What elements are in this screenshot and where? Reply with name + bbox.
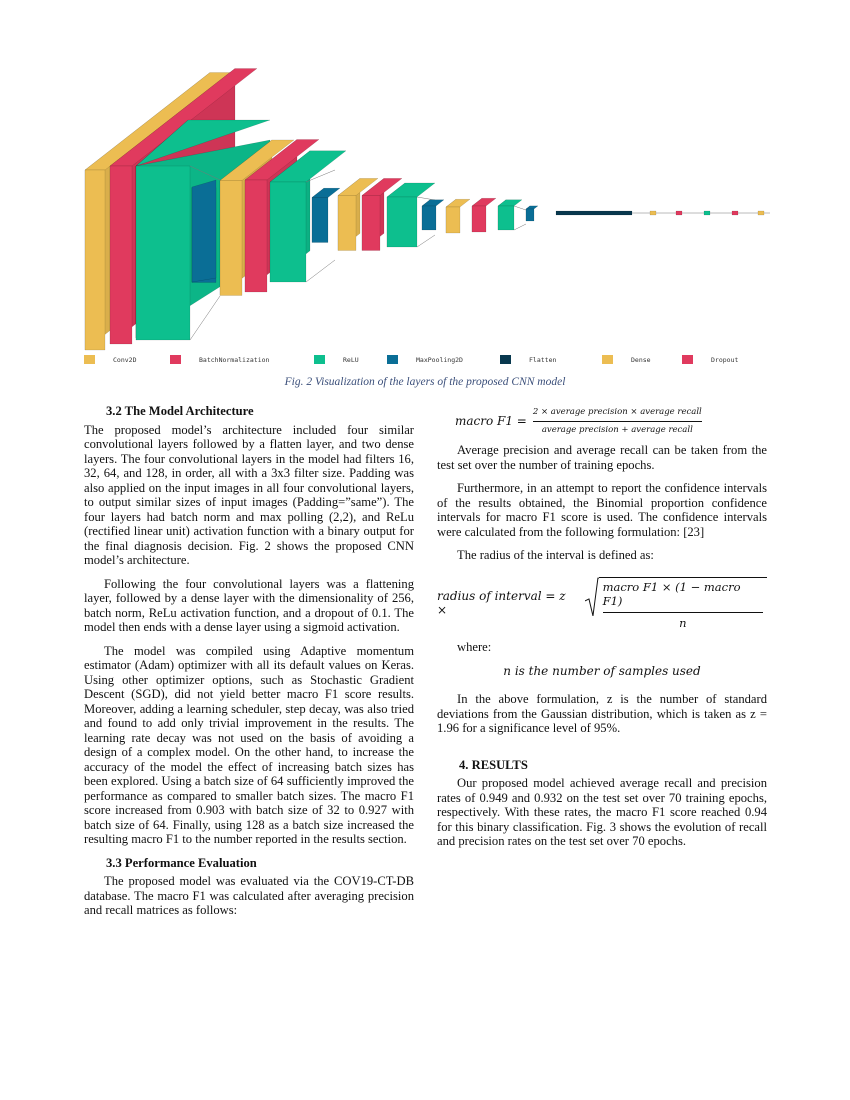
paragraph: Our proposed model achieved average recall and precision rates of 0.949 and 0.932 on the test set over 70 training epochs, respectively. With these rates, the macro F1 score reached 0.94 for this binary classification. Fig. 3 shows the evolution of recall and precision rates on the test set over 70 epochs. [437,776,767,848]
connector-line [514,224,526,230]
maxpool-layer-top [526,206,538,209]
conv2d-layer [338,196,356,251]
where-label: where: [457,640,492,654]
legend-swatch [682,355,693,364]
legend-swatch [602,355,613,364]
batchnorm-layer [676,211,682,215]
macro-f1-formula [455,405,767,437]
legend-label: Flatten [529,355,557,364]
paragraph: The radius of the interval is defined as: [457,548,654,562]
formula-lhs: macro F1 = [455,413,527,428]
conv2d-layer [446,207,460,233]
n-definition: n is the number of samples used [503,663,701,678]
relu-layer [704,211,710,215]
paragraph: Following the four convolutional layers was a flattening layer, followed by a dense layer with the dimensionality of 256, batch norm, ReLu activation function, and a dropout of 0.1. The model then ends with a dense layer using a sigmoid activation. [84,576,414,634]
maxpool-layer [312,198,328,243]
legend-label: BatchNormalization [199,355,270,364]
paragraph: Average precision and average recall can be taken from the test set over the number of training epochs. [437,443,767,472]
maxpool-layer-top [312,188,340,197]
connector-line [514,206,526,210]
batchnorm-layer [472,206,486,232]
legend-swatch [84,355,95,364]
batchnorm-layer [245,180,267,292]
legend-item [500,355,556,364]
legend-item [84,355,136,364]
relu-layer [270,182,306,282]
formula-fraction [533,405,702,437]
connector-line [417,235,435,247]
formula-denominator: average precision + average recall [541,424,693,435]
dense-layer [650,211,656,215]
relu-layer [387,197,417,247]
dense-layer [758,211,764,215]
legend-item [682,355,738,364]
batchnorm-layer-top [472,198,496,206]
legend-swatch [314,355,325,364]
legend-item [170,355,269,364]
sqrt-expression [585,577,767,631]
section-heading-architecture: 3.2 The Model Architecture [106,404,254,418]
relu-layer [498,206,514,230]
dropout-layer [732,211,738,215]
conv2d-layer [220,181,242,296]
formula-denominator: n [679,615,687,630]
legend-label: Dropout [711,355,739,364]
relu-layer-top [387,183,435,197]
paragraph: In the above formulation, z is the number of standard deviations from the Gaussian distribution, which is taken as z = 1.96 for a significance level of 95%. [437,692,767,735]
connector-line [306,260,335,282]
legend-label: Dense [631,355,651,364]
sqrt-sign-icon [585,577,599,617]
paragraph: The model was compiled using Adaptive momentum estimator (Adam) optimizer with all its default values on Keras. Using other optimizer options, such as Stochastic Gradient Descent (SGD), did not yield better macro F1 score results. Moreover, adding a learning scheduler, step decay, was also tried and found to add only trivial improvement in the results. The learning rate decay was not used on the basis of avoiding a design of a complex model. On the other hand, to increase the accuracy of the model the effect of increasing batch sizes has been explored. Using a batch size of 64 sufficiently improved the performance as compared to smaller batch sizes. The macro F1 score increased from 0.903 with batch size of 32 to 0.927 with batch size of 64. Finally, using 128 as a batch size increased the resulting macro F1 to the number reported in the results section. [84,643,414,846]
legend-item [602,355,651,364]
paragraph: The proposed model’s architecture included four similar convolutional layers followed by a flatten layer, and two dense layers. The four convolutional layers in the model had filters 16, 32, 64, and 128, in order, all with a 3x3 filter size. Padding was also applied on the input images in all four convolutional layers, to output similar sizes of input images (Padding=”same”). The four layers had batch norm and max polling (2,2), and ReLu (rectified linear unit) activation function with a binary output for the final diagnosis decision. Fig. 2 shows the proposed CNN model’s architecture. [84,422,414,567]
legend-swatch [387,355,398,364]
legend-swatch [500,355,511,364]
cnn-layers-figure [80,60,770,370]
radius-formula [437,577,767,631]
figure-legend [84,355,774,369]
connector-line [417,197,435,200]
legend-label: Conv2D [113,355,137,364]
figure-caption: Fig. 2 Visualization of the layers of the proposed CNN model [284,376,566,388]
maxpool-layer-top [422,200,444,206]
formula-numerator: macro F1 × (1 − macro F1) [602,579,741,608]
flatten-layer [556,211,632,215]
maxpool-layer [192,180,216,282]
relu-layer-top [498,200,522,206]
batchnorm-layer [110,166,132,344]
maxpool-layer [526,209,534,221]
legend-label: ReLU [343,355,359,364]
batchnorm-layer [362,196,380,251]
left-column [84,402,414,927]
section-heading-results: 4. RESULTS [459,757,528,772]
conv2d-layer-top [446,199,470,207]
conv2d-layer [85,170,105,350]
legend-swatch [170,355,181,364]
legend-item [314,355,359,364]
relu-layer [136,166,190,340]
legend-item [387,355,463,364]
right-column [437,402,767,858]
formula-numerator: 2 × average precision × average recall [532,407,702,417]
paragraph: Furthermore, in an attempt to report the confidence intervals of the results obtained, the Binomial proportion confidence intervals for macro F1 score is used. The confidence intervals were calculated from the following formulation: [23] [437,481,767,539]
maxpool-layer [422,206,436,230]
section-heading-evaluation: 3.3 Performance Evaluation [106,855,257,870]
legend-label: MaxPooling2D [416,355,463,364]
paragraph: The proposed model was evaluated via the COV19-CT-DB database. The macro F1 was calculated after averaging precision and recall matrices as follows: [84,874,414,917]
formula-lhs: radius of interval = z × [437,588,566,618]
